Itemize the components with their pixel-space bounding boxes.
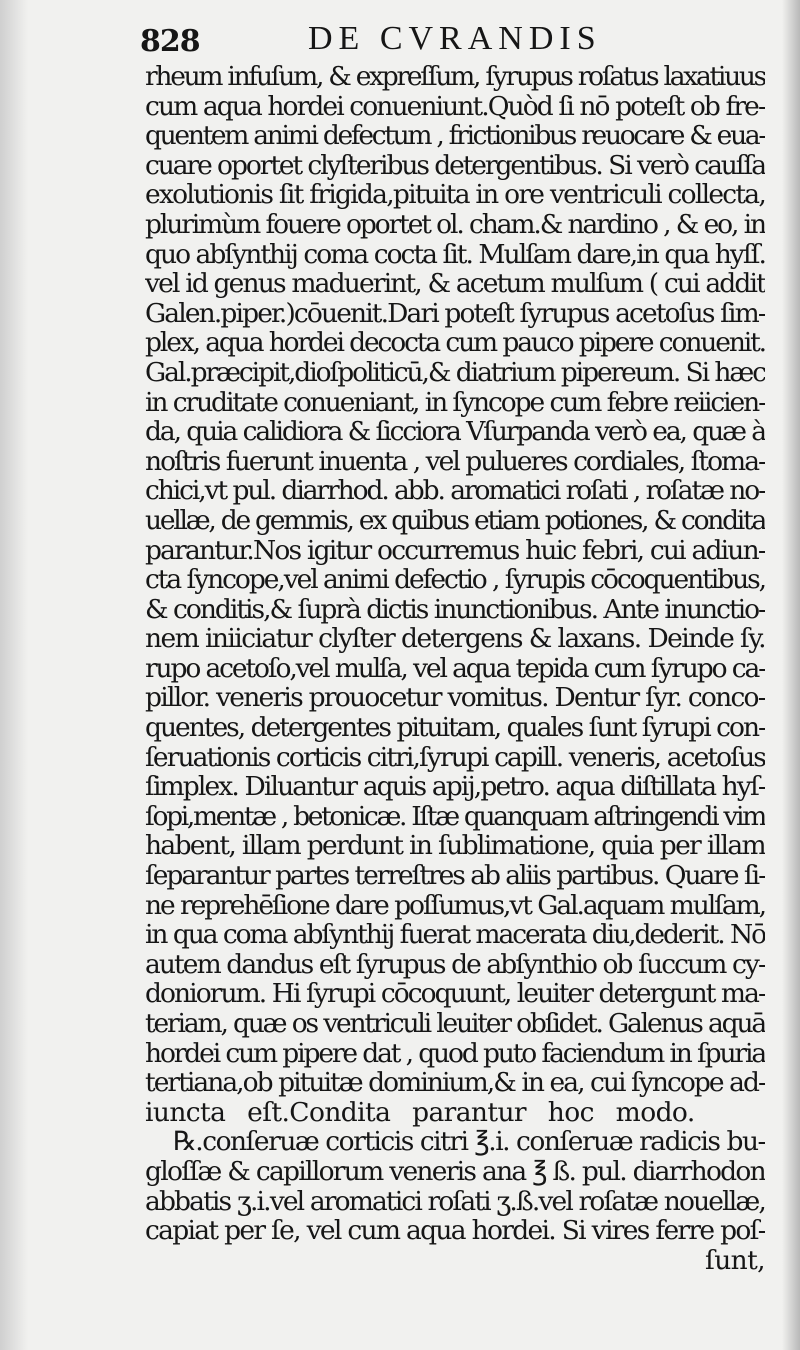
text-line: teriam, quæ os ventriculi leuiter obſidet. Galenus aquā	[145, 1009, 765, 1039]
text-line: rupo acetoſo,vel mulſa, vel aqua tepida cum ſyrupo ca-	[145, 653, 765, 684]
catchword: ſunt,	[704, 1245, 765, 1276]
text-line: da, quia calidiora & ſicciora Vſurpanda verò ea, quæ à	[145, 417, 765, 447]
text-line: plurimùm fouere oportet ol. cham.& nardino , & eo, in	[145, 209, 765, 240]
text-line: ſimplex. Diluantur aquis apij,petro. aqua diſtillata hyſ-	[145, 772, 765, 802]
text-line: rheum infuſum, & expreſſum, ſyrupus roſatus laxatiuus	[145, 62, 765, 92]
text-line: pillor. veneris prouocetur vomitus. Dentur ſyr. conco-	[145, 683, 765, 714]
text-line: doniorum. Hi ſyrupi cōcoquunt, leuiter detergunt ma-	[145, 979, 765, 1009]
recipe-line: ℞.conſeruæ corticis citri ℥.i. conſeruæ radicis bu-	[173, 1127, 765, 1157]
running-head: DE CVRANDIS	[308, 20, 602, 57]
text-line: cta ſyncope,vel animi defectio , ſyrupis cōcoquentibus,	[145, 565, 765, 595]
text-line: ſeruationis corticis citri,ſyrupi capill. veneris, acetoſus	[145, 742, 765, 773]
text-line: ſopi,mentæ , betonicæ. Iſtæ quanquam aſtringendi vim	[145, 801, 765, 832]
text-line: cum aqua hordei conueniunt.Quòd ſi nō poteſt ob fre-	[145, 91, 765, 122]
text-line: in cruditate conueniant, in ſyncope cum febre reiicien-	[145, 387, 765, 418]
text-line: chici,vt pul. diarrhod. abb. aromatici roſati , roſatæ no-	[145, 476, 765, 506]
text-line: vel id genus maduerint, & acetum mulſum ( cui addit	[145, 269, 765, 299]
text-line: exolutionis ſit frigida,pituita in ore ventriculi collecta,	[145, 180, 765, 210]
page-header	[140, 20, 760, 64]
text-line: cuare oportet clyſteribus detergentibus. Si verò cauſſa	[145, 150, 765, 181]
text-line: habent, illam perdunt in ſublimatione, quia per illam	[145, 831, 765, 862]
text-line: capiat per ſe, vel cum aqua hordei. Si vires ferre poſ-	[145, 1216, 765, 1246]
text-line: Galen.piper.)cōuenit.Dari poteſt ſyrupus acetoſus ſim-	[145, 298, 765, 329]
text-line: & conditis,& ſuprà dictis inunctionibus. Ante inunctio-	[145, 594, 765, 625]
page-number: 828	[140, 24, 200, 59]
text-line: quo abſynthij coma cocta ſit. Mulſam dare,in qua hyſſ.	[145, 239, 765, 270]
text-line: gloſſæ & capillorum veneris ana ℥ ß. pul. diarrhodon	[145, 1156, 765, 1187]
text-line: noſtris fuerunt inuenta , vel pulueres cordiales, ſtoma-	[145, 446, 765, 477]
text-line: ſeparantur partes terreſtres ab aliis partibus. Quare ſi-	[145, 861, 765, 891]
text-line: Gal.præcipit,dioſpoliticū,& diatrium pipereum. Si hæc	[145, 357, 765, 388]
text-line: autem dandus eſt ſyrupus de abſynthio ob ſuccum cy-	[145, 949, 765, 980]
text-line: in qua coma abſynthij fuerat macerata diu,dederit. Nō	[145, 920, 765, 950]
text-line: plex, aqua hordei decocta cum pauco pipere conuenit.	[145, 328, 765, 358]
text-line: hordei cum pipere dat , quod puto faciendum in ſpuria	[145, 1038, 765, 1069]
text-line: quentem animi defectum , frictionibus reuocare & eua-	[145, 121, 765, 151]
body-text	[145, 62, 765, 1275]
text-line: parantur.Nos igitur occurremus huic febri, cui adiun-	[145, 535, 765, 566]
text-line: iuncta eſt.Condita parantur hoc modo.	[145, 1097, 695, 1128]
text-line: quentes, detergentes pituitam, quales ſunt ſyrupi con-	[145, 713, 765, 743]
text-line: ne reprehēſione dare poſſumus,vt Gal.aquam mulſam,	[145, 890, 765, 921]
text-line: abbatis ʒ.i.vel aromatici roſati ʒ.ß.vel roſatæ nouellæ,	[145, 1186, 765, 1217]
text-line: uellæ, de gemmis, ex quibus etiam potiones, & condita	[145, 505, 765, 536]
text-line: tertiana,ob pituitæ dominium,& in ea, cui ſyncope ad-	[145, 1068, 765, 1098]
text-line: nem iniiciatur clyſter detergens & laxans. Deinde ſy.	[145, 624, 765, 654]
